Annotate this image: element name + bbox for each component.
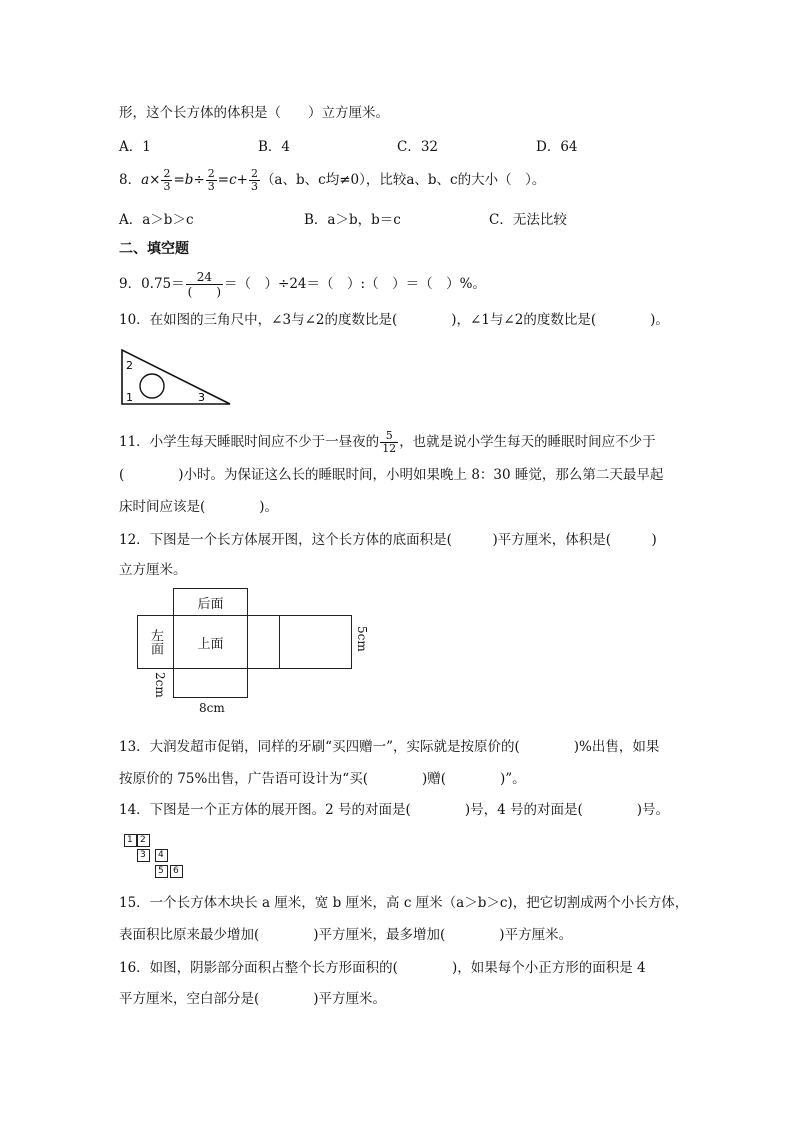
net-front-face bbox=[173, 668, 248, 698]
q8-fraction-1: $\frac{2}{3}$ bbox=[163, 167, 171, 193]
q15-line-2: 表面积比原来最少增加( )平方厘米，最多增加( )平方厘米。 bbox=[119, 927, 573, 943]
q14-question: 14．下图是一个正方体的展开图。2 号的对面是( )号，4 号的对面是( )号。 bbox=[119, 802, 670, 818]
q13-line-2: 按原价的 75%出售，广告语可设计为“买( )赠( )”。 bbox=[119, 771, 526, 787]
q8-var-b: b bbox=[184, 172, 194, 188]
q7-tail: 形，这个长方体的体积是（ ）立方厘米。 bbox=[119, 105, 389, 121]
q8-equals: = bbox=[173, 172, 185, 188]
q16-line-2: 平方厘米，空白部分是( )平方厘米。 bbox=[119, 991, 387, 1007]
q13-line-1: 13．大润发超市促销，同样的牙刷“买四赠一”，实际就是按原价的( )%出售，如果 bbox=[119, 739, 660, 755]
net-dim-8cm: 8cm bbox=[199, 701, 225, 715]
net-top-face: 上面 bbox=[173, 615, 248, 669]
q8-suffix: （a、b、c均≠0），比较a、b、c的大小（ ）。 bbox=[260, 172, 546, 188]
cube-face-2: 2 bbox=[137, 834, 150, 847]
q8-divide: ÷ bbox=[193, 172, 205, 188]
q11-line-1: 11．小学生每天睡眠时间应不少于一昼夜的 $\frac{5}{12}$ ，也就是说小学生每天的睡眠时间应不少于 bbox=[119, 429, 656, 455]
net-bottom-face bbox=[279, 615, 352, 669]
net-back-face: 后面 bbox=[173, 588, 248, 616]
q7-option-a: A．1 bbox=[119, 139, 151, 155]
cube-face-6: 6 bbox=[170, 865, 183, 878]
triangle-ruler-figure bbox=[118, 346, 234, 408]
q12-line-1: 12．下图是一个长方体展开图，这个长方体的底面积是( )平方厘米，体积是( ) bbox=[119, 532, 657, 548]
section-heading: 二、填空题 bbox=[119, 241, 189, 257]
q15-line-1: 15．一个长方体木块长 a 厘米，宽 b 厘米，高 c 厘米（a＞b＞c)，把它切割成两个小长方体， bbox=[119, 895, 689, 911]
q8-option-c: C．无法比较 bbox=[489, 212, 567, 228]
q11-fraction: $\frac{5}{12}$ bbox=[382, 429, 397, 455]
q8-fraction-2: $\frac{2}{3}$ bbox=[207, 167, 215, 193]
q8-option-b: B．a＞b，b＝c bbox=[304, 212, 401, 228]
triangle-hole bbox=[140, 374, 164, 398]
angle-label-3: 3 bbox=[198, 391, 205, 404]
angle-label-2: 2 bbox=[126, 359, 133, 372]
cube-face-5: 5 bbox=[155, 865, 168, 878]
cube-face-4: 4 bbox=[155, 849, 168, 862]
net-left-face: 左面 bbox=[137, 615, 174, 669]
q12-line-2: 立方厘米。 bbox=[119, 562, 187, 578]
q8-var-a: a bbox=[141, 172, 150, 188]
net-dim-2cm: 2cm bbox=[153, 672, 167, 698]
q9-suffix: ＝（ ）÷24＝（ ）:（ ）＝（ ）%。 bbox=[224, 276, 486, 292]
q8-prefix: 8． bbox=[119, 172, 142, 188]
q7-option-d: D．64 bbox=[536, 139, 578, 155]
q8-option-a: A．a＞b＞c bbox=[119, 212, 194, 228]
q7-option-c: C．32 bbox=[397, 139, 439, 155]
q8-plus: + bbox=[236, 172, 248, 188]
q16-line-1: 16．如图，阴影部分面积占整个长方形面积的( )，如果每个小正方形的面积是 4 bbox=[119, 960, 646, 976]
q9-fraction: $\frac{24}{( )}$ bbox=[187, 270, 222, 299]
q8-var-c: c bbox=[229, 172, 237, 188]
q10-question: 10．在如图的三角尺中，∠3与∠2的度数比是( )，∠1与∠2的度数比是( )。 bbox=[119, 312, 669, 328]
q9-prefix: 9．0.75＝ bbox=[119, 276, 185, 292]
cube-face-3: 3 bbox=[137, 849, 150, 862]
q8-equals-2: = bbox=[217, 172, 230, 188]
cube-face-1: 1 bbox=[124, 834, 137, 847]
q11-line-2: ( )小时。为保证这么长的睡眠时间，小明如果晚上 8：30 睡觉，那么第二天最早起 bbox=[119, 467, 664, 483]
net-dim-5cm: 5cm bbox=[355, 626, 369, 652]
q8-fraction-3: $\frac{2}{3}$ bbox=[250, 167, 258, 193]
triangle-outline bbox=[122, 350, 230, 404]
q8-times: × bbox=[149, 172, 161, 188]
q7-option-b: B．4 bbox=[258, 139, 291, 155]
angle-label-1: 1 bbox=[126, 391, 133, 404]
q9-question bbox=[119, 270, 486, 299]
q8-question bbox=[119, 168, 545, 193]
q11-line-3: 床时间应该是( )。 bbox=[119, 499, 279, 515]
net-right-face bbox=[247, 615, 280, 669]
